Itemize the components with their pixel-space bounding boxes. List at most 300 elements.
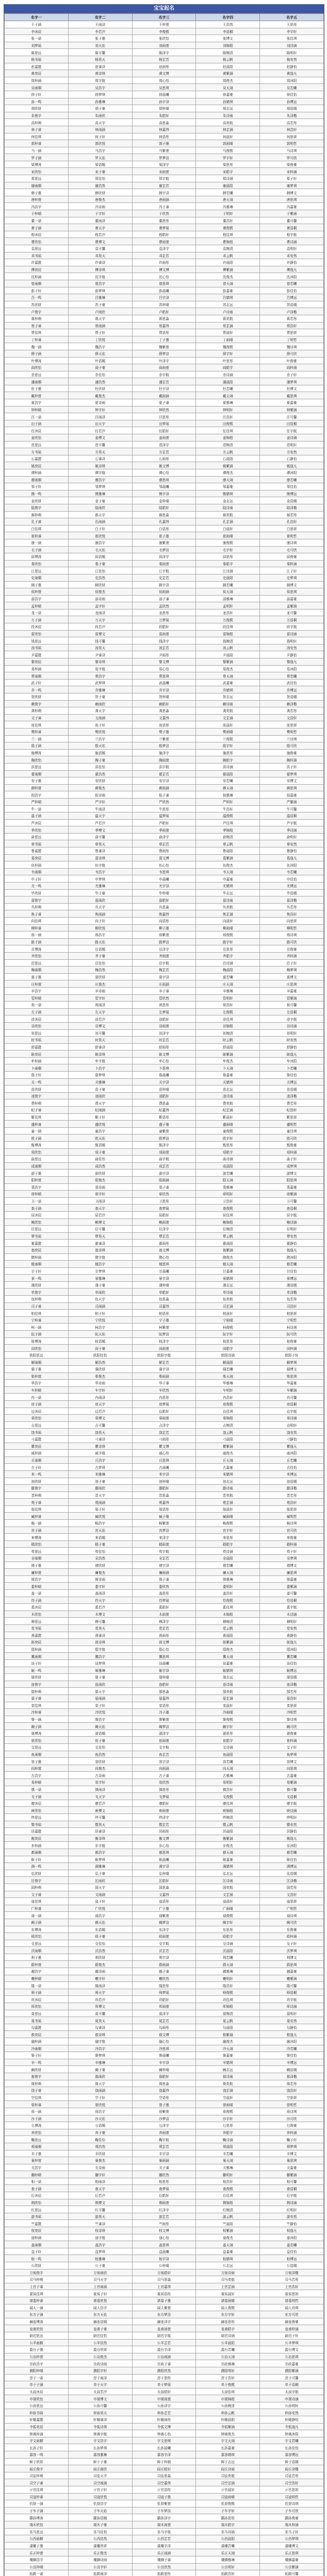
name-cell[interactable]: 宗政雅琳 bbox=[196, 2360, 260, 2367]
name-cell[interactable]: 苟诗涵 bbox=[196, 1548, 260, 1555]
name-cell[interactable]: 都浩宇 bbox=[68, 1849, 132, 1856]
name-cell[interactable]: 竺雨彤 bbox=[132, 2220, 196, 2227]
name-cell[interactable]: 彭佳怡 bbox=[260, 287, 324, 294]
name-cell[interactable]: 倪子睿 bbox=[132, 791, 196, 799]
name-cell[interactable]: 奚宇航 bbox=[260, 1604, 324, 1611]
name-cell[interactable]: 米婧琪 bbox=[196, 1470, 260, 1478]
name-cell[interactable]: 漆雕若曦 bbox=[196, 2542, 260, 2549]
name-cell[interactable]: 赵静怡 bbox=[260, 63, 324, 70]
name-cell[interactable]: 蒯紫涵 bbox=[260, 2171, 324, 2178]
name-cell[interactable]: 穆泽宇 bbox=[132, 1618, 196, 1625]
name-cell[interactable]: 姜博文 bbox=[68, 434, 132, 442]
name-cell[interactable]: 丰欣妍 bbox=[68, 2150, 132, 2157]
name-cell[interactable]: 向俊杰 bbox=[68, 1765, 132, 1772]
name-cell[interactable]: 廉俊杰 bbox=[68, 1569, 132, 1576]
name-cell[interactable]: 张一诺 bbox=[5, 35, 69, 42]
name-cell[interactable]: 厍博文 bbox=[68, 2003, 132, 2010]
name-cell[interactable]: 关一鸣 bbox=[5, 1078, 69, 1086]
name-cell[interactable]: 沈沐阳 bbox=[260, 273, 324, 280]
name-cell[interactable]: 高奕航 bbox=[196, 119, 260, 126]
name-cell[interactable]: 葛文博 bbox=[132, 854, 196, 861]
name-cell[interactable]: 丁明哲 bbox=[260, 336, 324, 343]
name-cell[interactable]: 匡诗雨 bbox=[196, 1877, 260, 1884]
name-cell[interactable]: 慕容宇泽 bbox=[132, 2451, 196, 2459]
name-cell[interactable]: 常若曦 bbox=[260, 672, 324, 680]
name-cell[interactable]: 龙浩轩 bbox=[196, 609, 260, 616]
name-cell[interactable]: 卫雨泽 bbox=[68, 1197, 132, 1205]
name-cell[interactable]: 胡子豪 bbox=[68, 105, 132, 112]
name-cell[interactable]: 公西晨阳 bbox=[196, 2535, 260, 2543]
name-cell[interactable]: 师子涵 bbox=[5, 1989, 69, 1996]
name-cell[interactable]: 苗欣妍 bbox=[5, 1086, 69, 1093]
name-cell[interactable]: 红泽宇 bbox=[132, 2206, 196, 2213]
name-cell[interactable]: 涂皓轩 bbox=[132, 1015, 196, 1023]
name-cell[interactable]: 蒋思淼 bbox=[132, 315, 196, 322]
name-cell[interactable]: 唐思琪 bbox=[260, 196, 324, 203]
name-cell[interactable]: 公西雨桐 bbox=[5, 2535, 69, 2543]
name-cell[interactable]: 曾思琪 bbox=[132, 280, 196, 287]
name-cell[interactable]: 古晨曦 bbox=[132, 1464, 196, 1471]
name-cell[interactable]: 闾丘诗雨 bbox=[196, 2465, 260, 2472]
name-cell[interactable]: 贾子轩 bbox=[68, 329, 132, 336]
name-cell[interactable]: 曾若曦 bbox=[260, 280, 324, 287]
name-cell[interactable]: 辛诗雨 bbox=[68, 987, 132, 994]
name-cell[interactable]: 晏嘉伟 bbox=[132, 1694, 196, 1702]
name-cell[interactable]: 闻人诗琪 bbox=[260, 2304, 324, 2311]
name-cell[interactable]: 符语桐 bbox=[260, 1597, 324, 1604]
name-cell[interactable]: 子车可欣 bbox=[260, 2507, 324, 2514]
name-cell[interactable]: 苟佳怡 bbox=[68, 1548, 132, 1555]
name-cell[interactable]: 赫连泽宇 bbox=[132, 2318, 196, 2325]
name-cell[interactable]: 子车天佑 bbox=[68, 2507, 132, 2514]
name-cell[interactable]: 程佳琪 bbox=[196, 231, 260, 238]
name-cell[interactable]: 宫天佑 bbox=[68, 1527, 132, 1534]
name-cell[interactable]: 潘浩然 bbox=[68, 378, 132, 385]
name-cell[interactable]: 陶雨萱 bbox=[132, 756, 196, 764]
name-cell[interactable]: 党安然 bbox=[260, 1624, 324, 1632]
name-cell[interactable]: 来俊豪 bbox=[260, 1534, 324, 1541]
name-cell[interactable]: 韦雨桐 bbox=[5, 868, 69, 875]
name-cell[interactable]: 段宇航 bbox=[260, 623, 324, 631]
name-cell[interactable]: 冉思彤 bbox=[132, 1394, 196, 1401]
name-cell[interactable]: 方芷若 bbox=[132, 448, 196, 455]
name-cell[interactable]: 米宇泽 bbox=[132, 1470, 196, 1478]
name-cell[interactable]: 刘雨萱 bbox=[132, 42, 196, 49]
name-cell[interactable]: 空佳琪 bbox=[5, 2094, 69, 2101]
name-cell[interactable]: 胡语嫣 bbox=[260, 105, 324, 112]
name-cell[interactable]: 淳于浩轩 bbox=[196, 2374, 260, 2381]
name-cell[interactable]: 龚奕航 bbox=[196, 707, 260, 715]
name-cell[interactable]: 长孙晨曦 bbox=[132, 2444, 196, 2451]
name-cell[interactable]: 宁子墨 bbox=[132, 1316, 196, 1324]
name-cell[interactable]: 戴梓萱 bbox=[5, 392, 69, 399]
name-cell[interactable]: 邬思妍 bbox=[260, 1505, 324, 1513]
name-cell[interactable]: 章昊天 bbox=[68, 840, 132, 848]
name-cell[interactable]: 广欣悦 bbox=[68, 1905, 132, 1912]
name-cell[interactable]: 暨云帆 bbox=[196, 1821, 260, 1828]
name-cell[interactable]: 上官芷涵 bbox=[196, 2283, 260, 2290]
name-cell[interactable]: 訾子轩 bbox=[5, 2052, 69, 2059]
name-cell[interactable]: 木雨萱 bbox=[132, 1611, 196, 1618]
name-cell[interactable]: 向思琪 bbox=[260, 1765, 324, 1772]
name-cell[interactable]: 郭雨晴 bbox=[196, 140, 260, 147]
name-cell[interactable]: 牛思彤 bbox=[132, 805, 196, 812]
name-cell[interactable]: 姚紫涵 bbox=[196, 462, 260, 469]
name-cell[interactable]: 叶语嫣 bbox=[68, 357, 132, 364]
name-cell[interactable]: 轩辕睿泽 bbox=[68, 2416, 132, 2424]
name-cell[interactable]: 左梦瑶 bbox=[132, 1008, 196, 1015]
name-cell[interactable]: 党芷若 bbox=[132, 1624, 196, 1632]
name-cell[interactable]: 汤安然 bbox=[260, 644, 324, 651]
name-cell[interactable]: 暨芷若 bbox=[132, 1821, 196, 1828]
name-cell[interactable]: 丛梓萌 bbox=[5, 903, 69, 910]
name-cell[interactable]: 周宇航 bbox=[68, 77, 132, 84]
name-cell[interactable]: 游云帆 bbox=[196, 2213, 260, 2220]
name-cell[interactable]: 蔚俊杰 bbox=[68, 1961, 132, 1968]
name-cell[interactable]: 阎雨萱 bbox=[132, 364, 196, 371]
name-cell[interactable]: 后皓轩 bbox=[132, 2192, 196, 2199]
name-cell[interactable]: 秦皓宇 bbox=[196, 560, 260, 567]
name-cell[interactable]: 覃安然 bbox=[260, 1232, 324, 1240]
name-cell[interactable]: 聂明轩 bbox=[260, 2010, 324, 2017]
name-cell[interactable]: 尤一鸣 bbox=[5, 883, 69, 890]
name-cell[interactable]: 阮可欣 bbox=[260, 1331, 324, 1338]
name-cell[interactable]: 叶博涛 bbox=[5, 357, 69, 364]
name-cell[interactable]: 严宇轩 bbox=[68, 798, 132, 805]
name-cell[interactable]: 涂沐辰 bbox=[5, 1015, 69, 1023]
name-cell[interactable]: 隆一诺 bbox=[5, 1982, 69, 1989]
name-cell[interactable]: 拓跋一诺 bbox=[5, 2570, 69, 2576]
name-cell[interactable]: 薛可欣 bbox=[260, 350, 324, 357]
name-cell[interactable]: 连皓轩 bbox=[132, 1681, 196, 1688]
name-cell[interactable]: 宗政诗雨 bbox=[68, 2360, 132, 2367]
name-cell[interactable]: 华诗雨 bbox=[68, 1380, 132, 1387]
name-cell[interactable]: 殷可欣 bbox=[260, 742, 324, 750]
name-cell[interactable]: 强宇泽 bbox=[132, 1366, 196, 1373]
name-cell[interactable]: 易宇轩 bbox=[68, 1779, 132, 1786]
name-cell[interactable]: 欧可欣 bbox=[260, 1134, 324, 1142]
name-cell[interactable]: 蒯明轩 bbox=[196, 2171, 260, 2178]
name-cell[interactable]: 李沐辰 bbox=[5, 28, 69, 35]
name-cell[interactable]: 蒋奕航 bbox=[196, 315, 260, 322]
name-cell[interactable]: 倪浩宇 bbox=[5, 791, 69, 799]
name-cell[interactable]: 葛诗琪 bbox=[68, 854, 132, 861]
name-cell[interactable]: 符天宇 bbox=[68, 1597, 132, 1604]
name-cell[interactable]: 逯沐阳 bbox=[260, 2234, 324, 2241]
name-cell[interactable]: 卜思琪 bbox=[132, 1064, 196, 1072]
name-cell[interactable]: 程皓轩 bbox=[132, 231, 196, 238]
name-cell[interactable]: 后宇航 bbox=[260, 2192, 324, 2199]
name-cell[interactable]: 姚逸凡 bbox=[260, 462, 324, 469]
name-cell[interactable]: 闻人俊熙 bbox=[196, 2304, 260, 2311]
name-cell[interactable]: 甘梦琪 bbox=[68, 1267, 132, 1275]
name-cell[interactable]: 施思彤 bbox=[196, 749, 260, 756]
name-cell[interactable]: 辛嘉豪 bbox=[260, 987, 324, 994]
name-cell[interactable]: 游芷若 bbox=[132, 2213, 196, 2220]
name-cell[interactable]: 田梦瑶 bbox=[132, 420, 196, 427]
name-cell[interactable]: 鲍锦程 bbox=[196, 1218, 260, 1226]
name-cell[interactable]: 郑子轩 bbox=[260, 175, 324, 182]
name-cell[interactable]: 蒯宇轩 bbox=[68, 2171, 132, 2178]
name-cell[interactable]: 盖浩轩 bbox=[196, 1590, 260, 1597]
name-cell[interactable]: 段若汐 bbox=[68, 623, 132, 631]
name-cell[interactable]: 崔欣悦 bbox=[68, 532, 132, 539]
name-cell[interactable]: 桂语嫣 bbox=[68, 1337, 132, 1345]
name-cell[interactable]: 范思远 bbox=[5, 441, 69, 448]
name-cell[interactable]: 凌皓轩 bbox=[132, 1092, 196, 1099]
name-cell[interactable]: 陶子豪 bbox=[68, 756, 132, 764]
name-cell[interactable]: 宁明哲 bbox=[260, 1316, 324, 1324]
name-cell[interactable]: 邢诗琪 bbox=[260, 931, 324, 939]
name-cell[interactable]: 勾静怡 bbox=[260, 2024, 324, 2031]
name-cell[interactable]: 殴子豪 bbox=[68, 1933, 132, 1940]
name-cell[interactable]: 公西芷若 bbox=[132, 2535, 196, 2543]
name-cell[interactable]: 吴雨桐 bbox=[5, 84, 69, 91]
name-cell[interactable]: 辜锦程 bbox=[196, 1415, 260, 1422]
name-cell[interactable]: 龙一诺 bbox=[5, 609, 69, 616]
name-cell[interactable]: 敖诗琪 bbox=[68, 2031, 132, 2038]
name-cell[interactable]: 邹晨曦 bbox=[132, 483, 196, 490]
name-cell[interactable]: 隋沐阳 bbox=[260, 1253, 324, 1261]
name-cell[interactable]: 阮梦洁 bbox=[132, 1331, 196, 1338]
name-cell[interactable]: 栾晨轩 bbox=[196, 1702, 260, 1709]
name-cell[interactable]: 晁昊天 bbox=[68, 2017, 132, 2024]
name-cell[interactable]: 董浩轩 bbox=[196, 217, 260, 224]
name-cell[interactable]: 公子豪 bbox=[68, 2262, 132, 2269]
name-cell[interactable]: 简诗雨 bbox=[68, 1575, 132, 1583]
name-cell[interactable]: 养皓宇 bbox=[196, 2129, 260, 2136]
name-cell[interactable]: 庾欣怡 bbox=[5, 1807, 69, 1814]
name-cell[interactable]: 白子轩 bbox=[68, 525, 132, 532]
name-cell[interactable]: 沙天佑 bbox=[68, 2115, 132, 2122]
name-cell[interactable]: 靳晨轩 bbox=[196, 1113, 260, 1121]
name-cell[interactable]: 后若汐 bbox=[68, 2192, 132, 2199]
name-cell[interactable]: 徐子轩 bbox=[5, 91, 69, 98]
name-cell[interactable]: 孔浩轩 bbox=[260, 518, 324, 526]
name-cell[interactable]: 牛一诺 bbox=[5, 805, 69, 812]
name-cell[interactable]: 郜若彤 bbox=[260, 1688, 324, 1695]
name-cell[interactable]: 金志远 bbox=[196, 497, 260, 504]
name-cell[interactable]: 苑芷涵 bbox=[196, 1499, 260, 1506]
name-cell[interactable]: 廖雨桐 bbox=[5, 476, 69, 483]
name-cell[interactable]: 聂可馨 bbox=[68, 2010, 132, 2017]
name-cell[interactable]: 章安然 bbox=[260, 840, 324, 848]
name-cell[interactable]: 寇语彤 bbox=[132, 1898, 196, 1905]
name-cell[interactable]: 钟离沐阳 bbox=[260, 2430, 324, 2437]
name-cell[interactable]: 敖逸凡 bbox=[260, 2031, 324, 2038]
name-cell[interactable]: 席明轩 bbox=[196, 1191, 260, 1198]
name-cell[interactable]: 纪芷涵 bbox=[196, 1107, 260, 1114]
name-cell[interactable]: 鲜于志远 bbox=[196, 2458, 260, 2465]
name-cell[interactable]: 濮阳紫涵 bbox=[260, 2367, 324, 2374]
name-cell[interactable]: 苑嘉伟 bbox=[132, 1499, 196, 1506]
name-cell[interactable]: 戚俊杰 bbox=[196, 1450, 260, 1457]
name-cell[interactable]: 葛奕辰 bbox=[5, 854, 69, 861]
name-cell[interactable]: 徐佳怡 bbox=[260, 91, 324, 98]
name-cell[interactable]: 万语桐 bbox=[260, 616, 324, 623]
name-cell[interactable]: 申屠锦程 bbox=[196, 2395, 260, 2402]
name-cell[interactable]: 冷明哲 bbox=[260, 1709, 324, 1716]
name-cell[interactable]: 于明轩 bbox=[196, 210, 260, 217]
name-cell[interactable]: 方书瑶 bbox=[5, 448, 69, 455]
name-cell[interactable]: 广明哲 bbox=[260, 1905, 324, 1912]
name-cell[interactable]: 巫马思远 bbox=[5, 2528, 69, 2535]
name-cell[interactable]: 终思远 bbox=[5, 1814, 69, 1821]
name-cell[interactable]: 甘嘉豪 bbox=[196, 1267, 260, 1275]
name-cell[interactable]: 淳于一诺 bbox=[5, 2374, 69, 2381]
name-cell[interactable]: 郑宇航 bbox=[132, 175, 196, 182]
name-cell[interactable]: 仉督紫萱 bbox=[132, 2500, 196, 2507]
name-cell[interactable]: 公西梦琪 bbox=[260, 2535, 324, 2543]
name-cell[interactable]: 蔚雨涵 bbox=[132, 1961, 196, 1968]
name-cell[interactable]: 敖紫涵 bbox=[196, 2031, 260, 2038]
name-cell[interactable]: 芦沐辰 bbox=[5, 819, 69, 826]
name-cell[interactable]: 衡诗琪 bbox=[68, 1835, 132, 1842]
name-cell[interactable]: 沙梦洁 bbox=[132, 2115, 196, 2122]
name-cell[interactable]: 时芷若 bbox=[132, 1037, 196, 1044]
name-cell[interactable]: 彭晨曦 bbox=[132, 287, 196, 294]
name-cell[interactable]: 燕睿泽 bbox=[68, 1632, 132, 1639]
name-cell[interactable]: 陶欣怡 bbox=[5, 756, 69, 764]
name-cell[interactable]: 古子轩 bbox=[5, 1464, 69, 1471]
name-cell[interactable]: 申屠欣怡 bbox=[5, 2395, 69, 2402]
name-cell[interactable]: 利宇泽 bbox=[132, 1954, 196, 1961]
name-cell[interactable]: 邸俊杰 bbox=[196, 1646, 260, 1653]
name-cell[interactable]: 赖皓轩 bbox=[132, 700, 196, 707]
name-cell[interactable]: 步梓涵 bbox=[5, 1842, 69, 1849]
name-cell[interactable]: 冷雨晴 bbox=[196, 1709, 260, 1716]
name-cell[interactable]: 柴雨涵 bbox=[132, 1372, 196, 1380]
name-cell[interactable]: 章书瑶 bbox=[5, 840, 69, 848]
name-cell[interactable]: 陈泽宇 bbox=[132, 49, 196, 56]
name-cell[interactable]: 潘雨桐 bbox=[5, 378, 69, 385]
name-cell[interactable]: 晋梓萌 bbox=[5, 1492, 69, 1499]
name-cell[interactable]: 冉雨泽 bbox=[68, 1394, 132, 1401]
name-cell[interactable]: 左俊熙 bbox=[196, 1008, 260, 1015]
name-cell[interactable]: 李若汐 bbox=[68, 28, 132, 35]
name-cell[interactable]: 刁静怡 bbox=[260, 1435, 324, 1443]
name-cell[interactable]: 东方可欣 bbox=[260, 2311, 324, 2318]
name-cell[interactable]: 张欣怡 bbox=[132, 35, 196, 42]
name-cell[interactable]: 党昊天 bbox=[68, 1624, 132, 1632]
name-cell[interactable]: 曲宇航 bbox=[132, 1156, 196, 1163]
name-cell[interactable]: 庞佳琪 bbox=[5, 721, 69, 728]
name-cell[interactable]: 隋心怡 bbox=[132, 1253, 196, 1261]
name-cell[interactable]: 姚文博 bbox=[132, 462, 196, 469]
name-cell[interactable]: 苗子豪 bbox=[68, 1086, 132, 1093]
name-cell[interactable]: 彭子轩 bbox=[5, 287, 69, 294]
name-cell[interactable]: 易沐阳 bbox=[260, 665, 324, 672]
name-cell[interactable]: 童诗琪 bbox=[260, 1127, 324, 1134]
name-cell[interactable]: 毛梦洁 bbox=[132, 546, 196, 553]
name-cell[interactable]: 匡雨欣 bbox=[68, 1877, 132, 1884]
name-cell[interactable]: 淳于思彤 bbox=[132, 2374, 196, 2381]
name-cell[interactable]: 吉明轩 bbox=[260, 1421, 324, 1429]
name-cell[interactable]: 司寇明哲 bbox=[260, 2493, 324, 2500]
name-cell[interactable]: 都天翊 bbox=[196, 1849, 260, 1856]
name-cell[interactable]: 邓云帆 bbox=[196, 252, 260, 259]
name-cell[interactable]: 暨昊天 bbox=[68, 1821, 132, 1828]
name-cell[interactable]: 俞思远 bbox=[5, 833, 69, 840]
name-cell[interactable]: 木博文 bbox=[68, 1611, 132, 1618]
name-cell[interactable]: 翟梦琪 bbox=[260, 770, 324, 777]
name-cell[interactable]: 令狐奕辰 bbox=[5, 2423, 69, 2430]
name-cell[interactable]: 邵诗雨 bbox=[68, 595, 132, 602]
name-cell[interactable]: 燕雨彤 bbox=[132, 1632, 196, 1639]
name-cell[interactable]: 畅一涵 bbox=[5, 1520, 69, 1527]
name-cell[interactable]: 万俟泽楷 bbox=[260, 2269, 324, 2276]
name-cell[interactable]: 长孙佳怡 bbox=[260, 2444, 324, 2451]
name-cell[interactable]: 鲍雨萱 bbox=[132, 1218, 196, 1226]
name-cell[interactable]: 乐正思琪 bbox=[260, 2549, 324, 2556]
name-cell[interactable]: 钱思远 bbox=[5, 637, 69, 645]
name-cell[interactable]: 谢浩然 bbox=[68, 182, 132, 189]
name-cell[interactable]: 饶浩轩 bbox=[260, 2087, 324, 2094]
name-cell[interactable]: 解浩然 bbox=[68, 1359, 132, 1366]
name-cell[interactable]: 位思远 bbox=[5, 1226, 69, 1233]
name-cell[interactable]: 公冶思琪 bbox=[260, 2353, 324, 2360]
name-cell[interactable]: 苑雨涵 bbox=[68, 1499, 132, 1506]
name-cell[interactable]: 艾子轩 bbox=[260, 1744, 324, 1751]
name-cell[interactable]: 嵇雨萱 bbox=[132, 1540, 196, 1548]
name-cell[interactable]: 权诗琪 bbox=[68, 2227, 132, 2234]
name-cell[interactable]: 融心怡 bbox=[132, 2038, 196, 2045]
name-cell[interactable]: 太叔若汐 bbox=[68, 2388, 132, 2395]
name-cell[interactable]: 石晨阳 bbox=[196, 455, 260, 462]
name-cell[interactable]: 阙宇轩 bbox=[196, 1919, 260, 1926]
name-cell[interactable]: 江宇航 bbox=[132, 567, 196, 574]
name-cell[interactable]: 宋雨萱 bbox=[132, 168, 196, 175]
name-cell[interactable]: 向子轩 bbox=[68, 918, 132, 925]
name-cell[interactable]: 兰浩宇 bbox=[68, 735, 132, 742]
name-cell[interactable]: 温子涵 bbox=[5, 812, 69, 820]
name-cell[interactable]: 来泽宇 bbox=[132, 1534, 196, 1541]
name-cell[interactable]: 甄俊豪 bbox=[260, 1142, 324, 1149]
name-cell[interactable]: 苏子豪 bbox=[68, 301, 132, 308]
name-cell[interactable]: 管梓晴 bbox=[5, 994, 69, 1002]
name-cell[interactable]: 祁可馨 bbox=[68, 1029, 132, 1037]
name-cell[interactable]: 曹诗涵 bbox=[260, 238, 324, 245]
name-cell[interactable]: 寇思妍 bbox=[260, 1898, 324, 1905]
name-cell[interactable]: 闵梓涵 bbox=[260, 1345, 324, 1352]
name-cell[interactable]: 郭明哲 bbox=[260, 140, 324, 147]
name-cell[interactable]: 乜博涛 bbox=[5, 2122, 69, 2129]
name-cell[interactable]: 金语嫣 bbox=[260, 497, 324, 504]
name-cell[interactable]: 谈梦琪 bbox=[68, 1659, 132, 1667]
name-cell[interactable]: 毋浩宇 bbox=[68, 2108, 132, 2115]
name-cell[interactable]: 闵雨萱 bbox=[132, 1345, 196, 1352]
name-cell[interactable]: 孙宇泽 bbox=[132, 98, 196, 105]
name-cell[interactable]: 强若曦 bbox=[196, 1366, 260, 1373]
name-cell[interactable]: 吴思琪 bbox=[132, 84, 196, 91]
name-cell[interactable]: 饶昊天 bbox=[68, 1429, 132, 1436]
name-cell[interactable]: 苗语嫣 bbox=[260, 1086, 324, 1093]
name-cell[interactable]: 万子涵 bbox=[5, 616, 69, 623]
name-cell[interactable]: 池梓晴 bbox=[132, 1478, 196, 1485]
name-cell[interactable]: 赫连博涛 bbox=[5, 2318, 69, 2325]
name-cell[interactable]: 司徒梓萌 bbox=[5, 2472, 69, 2479]
name-cell[interactable]: 殳佳怡 bbox=[68, 1940, 132, 1947]
name-cell[interactable]: 诸葛雨晴 bbox=[196, 2297, 260, 2304]
name-cell[interactable]: 尹晨阳 bbox=[196, 651, 260, 658]
name-cell[interactable]: 轩辕嘉懿 bbox=[5, 2416, 69, 2424]
name-cell[interactable]: 巢思琪 bbox=[260, 2157, 324, 2164]
name-cell[interactable]: 宦梓涵 bbox=[260, 1737, 324, 1744]
name-cell[interactable]: 訾一涵 bbox=[5, 1716, 69, 1723]
name-cell[interactable]: 晋若彤 bbox=[260, 1492, 324, 1499]
name-cell[interactable]: 鱼梦琪 bbox=[260, 1751, 324, 1758]
name-cell[interactable]: 冯嘉豪 bbox=[260, 203, 324, 210]
